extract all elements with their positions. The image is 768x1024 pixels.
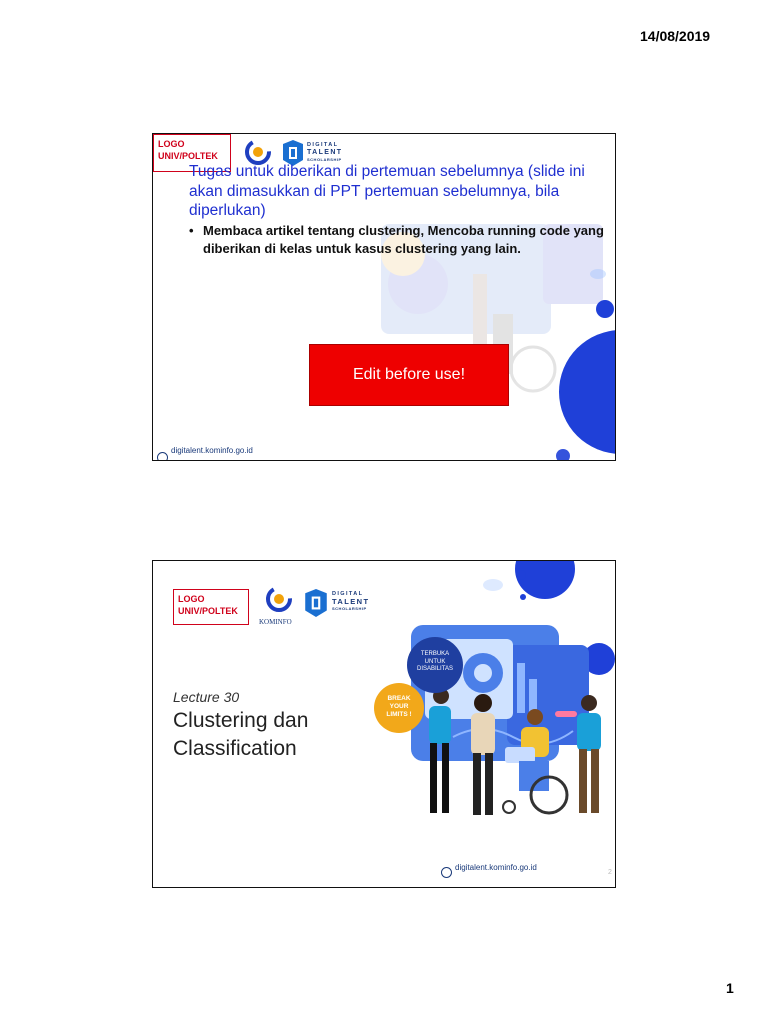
- dts-line-2: TALENT: [332, 597, 370, 606]
- website-url: digitalent.kominfo.go.id: [455, 863, 537, 872]
- badge-terbuka: [411, 651, 459, 674]
- slide-thumbnail-2: [152, 560, 616, 888]
- slide-title: Clustering dan Classification: [173, 709, 309, 760]
- badge-break-limits: [379, 695, 419, 719]
- badge-break-text: BREAK YOUR LIMITS !: [386, 695, 412, 718]
- digital-talent-wordmark: [332, 591, 369, 612]
- document-date: 14/08/2019: [640, 28, 711, 44]
- edit-before-use-banner: [309, 344, 509, 406]
- univ-logo-placeholder: [173, 589, 249, 625]
- globe-icon: [157, 452, 168, 461]
- bullet-item: [189, 222, 609, 258]
- dts-line-1: DIGITAL: [307, 142, 339, 148]
- lecture-number: Lecture 30: [173, 689, 240, 705]
- kominfo-logo: [259, 585, 299, 619]
- logo-placeholder-text: LOGO UNIV/POLTEK: [178, 594, 238, 616]
- slide-title: Tugas untuk diberikan di pertemuan sebelumnya (slide ini akan dimasukkan di PPT pertemuan sebelumnya, bila diperlukan): [189, 163, 585, 219]
- dts-line-2: TALENT: [307, 149, 343, 156]
- logo-placeholder-text: LOGO UNIV/POLTEK: [158, 139, 218, 161]
- page-number: 1: [726, 980, 734, 996]
- bullet-text: Membaca artikel tentang clustering, Mencoba running code yang diberikan di kelas untuk kasus clustering yang lain.: [203, 223, 604, 256]
- website-url: digitalent.kominfo.go.id: [171, 446, 253, 455]
- slide-number: 2: [608, 869, 612, 876]
- dts-line-1: DIGITAL: [332, 591, 364, 597]
- globe-icon: [441, 867, 452, 878]
- kominfo-wordmark: KOMINFO: [259, 618, 292, 626]
- digital-talent-wordmark: [307, 142, 343, 163]
- digital-talent-logo: [303, 589, 329, 617]
- edit-note-text: Edit before use!: [352, 366, 466, 383]
- slide-thumbnail-1: [152, 133, 616, 461]
- dts-line-3: SCHOLARSHIP: [332, 606, 367, 611]
- dts-line-3: SCHOLARSHIP: [307, 157, 342, 162]
- bullet-dot: •: [189, 223, 194, 238]
- badge-terbuka-text: TERBUKA UNTUK DISABILITAS: [417, 651, 453, 672]
